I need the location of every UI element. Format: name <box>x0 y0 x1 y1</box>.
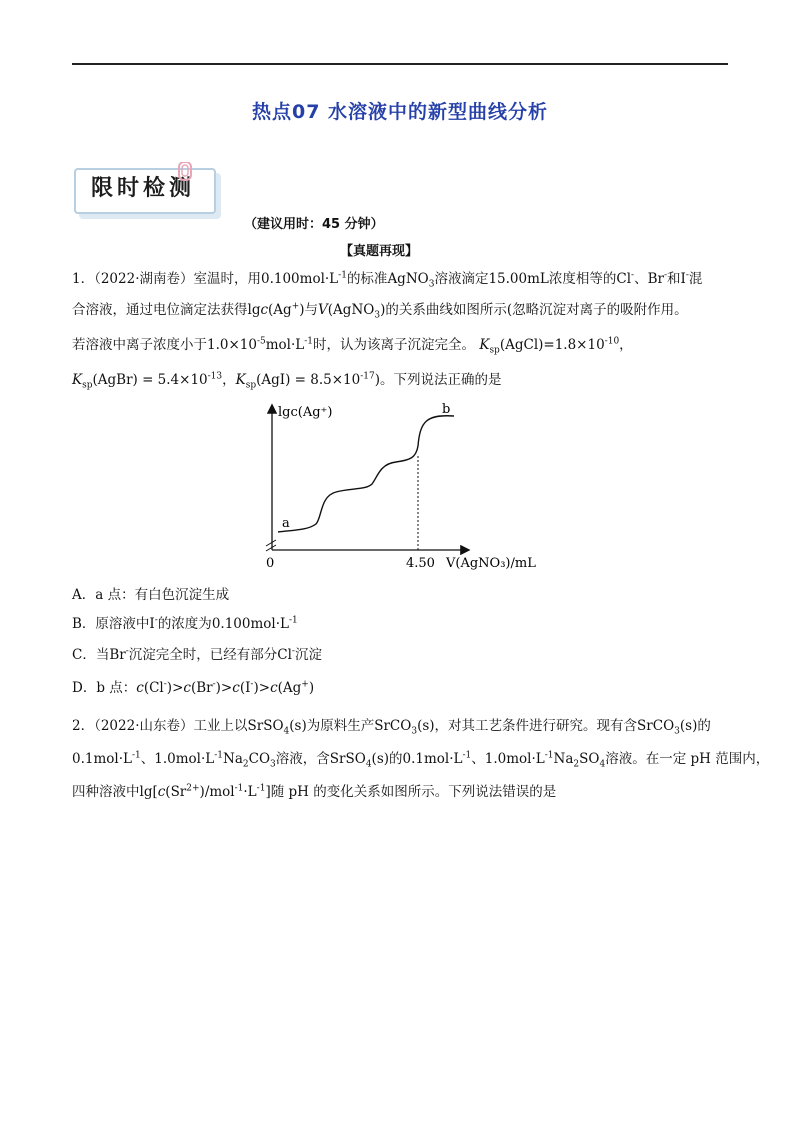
q2-text: 的 <box>697 718 711 734</box>
option-c-text: 沉淀完全时，已经有部分 <box>128 647 278 663</box>
option-b-text: 的浓度为 <box>157 616 212 632</box>
q1-line-4: $K_{sp}(AgBr) = 5.4\times 10^{-13}$，$K_{sp}(AgI) = 8.5\times 10^{-17}$)。下列说法正确的是 <box>72 371 502 391</box>
q2-line-1: 2．（2022·山东卷）工业上以SrSO$_4$(s)为原料生产SrCO$_3$(s)，对其工艺条件进行研究。现有含SrCO$_3$(s)的 <box>72 718 711 737</box>
q1-text: 若溶液中离子浓度小于 <box>72 337 207 353</box>
q1-text: 与 <box>304 302 319 318</box>
endpoint-label: 4.50 <box>406 556 435 570</box>
option-a[interactable]: A．a 点：有白色沉淀生成 <box>72 587 230 603</box>
q2-line-2: $0.1mol\cdot L^{-1}$、$1.0mol\cdot L^{-1}Na_2CO_3$溶液，含SrSO$_4$(s)的$0.1mol\cdot L^{-1}$、$1.0mol\cdot L^{-1}Na_2SO_4$溶液。在一定 pH 范围内， <box>72 750 770 770</box>
option-c-text: C．当 <box>72 647 110 663</box>
option-d[interactable]: D．b 点：c(Cl-)>c(Br-)>c(I-)>c(Ag+) <box>72 679 315 696</box>
point-a-label: a <box>282 516 290 531</box>
section-badge <box>70 162 220 214</box>
titration-curve <box>278 416 454 532</box>
titration-graph <box>250 400 560 570</box>
q1-text: 合溶液，通过电位滴定法获得 <box>72 302 248 318</box>
q1-text: 的关系曲线如图所示(忽略沉淀对离子的吸附作用。 <box>385 302 688 318</box>
q2-text: 溶液，含 <box>275 751 330 767</box>
q2-text: 的 <box>389 751 403 767</box>
q1-text: 的标准 <box>346 271 388 287</box>
option-b[interactable]: B．原溶液中I-的浓度为$0.100mol\cdot L^{-1}$ <box>72 615 298 632</box>
q1-unit: mol·L <box>265 337 305 353</box>
q1-line-3: 若溶液中离子浓度小于$1.0\times 10^{-5}mol\cdot L^{-1}$时，认为该离子沉淀完全。 $K_{sp}(AgCl)=1.8\times 10^{-10}$， <box>72 336 633 356</box>
q2-text: ，对其工艺条件进行研究。现有含 <box>434 718 638 734</box>
x-axis-label: V(AgNO₃)/mL <box>446 556 536 570</box>
q1-line-2: 合溶液，通过电位滴定法获得lgc(Ag+)与V(AgNO$_3$)的关系曲线如图所示(忽略沉淀对离子的吸附作用。 <box>72 301 688 321</box>
option-d-text: D．b 点： <box>72 680 137 696</box>
q2-text: 溶液。在一定 pH 范围内， <box>605 751 770 767</box>
top-rule <box>72 63 728 65</box>
q2-prompt: 随 pH 的变化关系如图所示。下列说法错误的是 <box>270 784 557 800</box>
q2-stem: 2．（2022·山东卷）工业上以 <box>72 718 248 734</box>
axis-break <box>266 540 276 546</box>
option-b-value: 0.100mol·L <box>211 616 289 632</box>
q2-conc: 、1.0mol·L <box>471 751 545 767</box>
q1-prompt: )。下列说法正确的是 <box>374 372 502 388</box>
option-c[interactable]: C．当Br-沉淀完全时，已经有部分Cl-沉淀 <box>72 646 322 663</box>
ksp-agcl: (AgCl)=1.8×10 <box>499 337 605 353</box>
q2-conc: 0.1mol·L <box>72 751 132 767</box>
q2-text: 四种溶液中 <box>72 784 140 800</box>
q1-text: 浓度相等的 <box>548 271 617 287</box>
badge-label: 限时检测 <box>90 176 195 201</box>
q2-line-3: 四种溶液中$\lg[c(Sr^{2+})/mol^{-1}\cdot L^{-1}]$随 pH 的变化关系如图所示。下列说法错误的是 <box>72 783 557 800</box>
q1-line-1: 1．（2022·湖南卷）室温时，用$0.100mol\cdot L^{-1}$的标准AgNO$_3$溶液滴定15.00mL浓度相等的Cl-、Br-和I-混 <box>72 270 703 290</box>
y-axis-label: lgc(Ag⁺) <box>278 405 333 420</box>
page-title: 热点07 水溶液中的新型曲线分析 <box>251 101 549 123</box>
time-hint: （建议用时：45 分钟） <box>244 217 384 232</box>
q1-threshold: 1.0×10 <box>207 337 257 353</box>
ksp-agbr: (AgBr) = 5.4×10 <box>92 372 208 388</box>
q1-text: 溶液滴定 <box>434 271 489 287</box>
q2-conc: 0.1mol·L <box>402 751 463 767</box>
q1-volume: 15.00mL <box>488 271 549 287</box>
section-heading: 【真题再现】 <box>340 244 419 259</box>
option-b-text: B．原溶液中 <box>72 616 150 632</box>
point-b-label: b <box>442 402 451 417</box>
q2-conc: 、1.0mol·L <box>140 751 215 767</box>
q1-text: 混 <box>688 271 703 287</box>
q1-conc: 0.100mol·L <box>261 271 339 287</box>
q1-stem: 1．（2022·湖南卷）室温时，用 <box>72 271 261 287</box>
paperclip-icon <box>177 162 193 182</box>
origin-label: 0 <box>266 556 275 570</box>
q1-text: 时，认为该离子沉淀完全。 <box>313 337 476 353</box>
option-c-text: 沉淀 <box>294 647 322 663</box>
q1-text: 和 <box>667 271 681 287</box>
q2-text: 为原料生产 <box>306 718 375 734</box>
ksp-agi: (AgI) = 8.5×10 <box>256 372 361 388</box>
